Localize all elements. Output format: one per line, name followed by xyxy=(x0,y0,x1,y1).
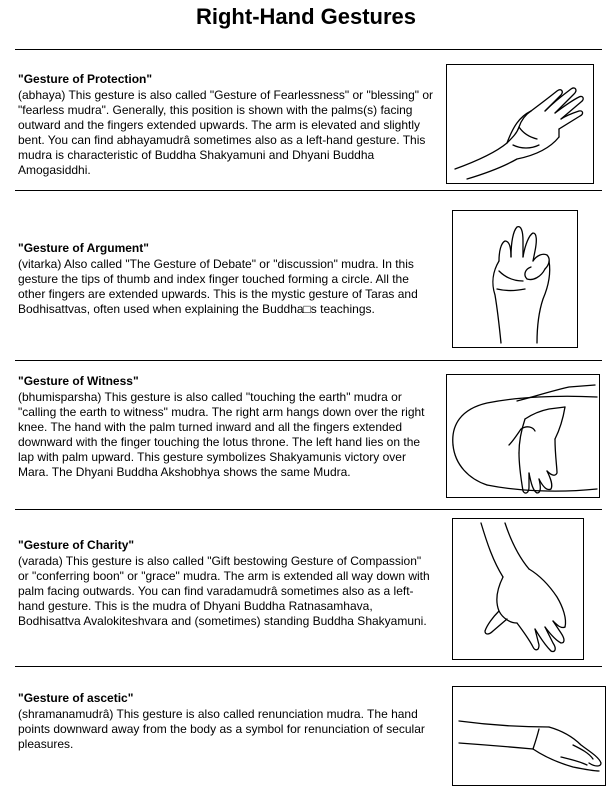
section-text: (abhaya) This gesture is also called "Gesture of Fearlessness" or "blessing" or "fearless mudra". Generally, this position is shown with the palms(s) facing outward and the fingers extended upwards. The arm is elevated and slightly bent. You can find abhayamudrâ sometimes also as a left-hand gesture. This mudra is characteristic of Buddha Shakyamuni and Dhyani Buddha Amogasiddhi. xyxy=(18,88,434,177)
earth-touching-hand-icon xyxy=(446,374,600,498)
page-title: Right-Hand Gestures xyxy=(195,4,417,29)
section-divider xyxy=(15,190,602,191)
section-title: "Gesture of Protection" xyxy=(18,72,153,86)
section-title: "Gesture of Witness" xyxy=(18,374,139,388)
section-divider xyxy=(15,360,602,361)
section-witness xyxy=(18,374,433,480)
section-text: (shramanamudrâ) This gesture is also called renunciation mudra. The hand points downward away from the body as a symbol for renunciation of secular pleasures. xyxy=(18,707,425,751)
section-title: "Gesture of Charity" xyxy=(18,538,135,552)
section-text: (vitarka) Also called "The Gesture of Debate" or "discussion" mudra. In this gesture the tips of thumb and index finger touched forming a circle. All the other fingers are extended upwards. This is the mystic gesture of Taras and Bodhisattvas, often used when explaining the Buddha□s teachings. xyxy=(18,257,418,316)
section-argument xyxy=(18,241,433,317)
section-text: (varada) This gesture is also called "Gift bestowing Gesture of Compassion" or "conferring boon" or "grace" mudra. The arm is extended all way down with palm facing outwards. You can find varadamudrâ sometimes also as a left-hand gesture. This is the mudra of Dhyani Buddha Ratnasamhava, Bodhisattva Avalokiteshvara and (sometimes) standing Buddha Shakyamuni. xyxy=(18,554,430,628)
section-divider xyxy=(15,49,602,50)
section-title: "Gesture of ascetic" xyxy=(18,691,134,705)
section-title: "Gesture of Argument" xyxy=(18,241,149,255)
section-text: (bhumisparsha) This gesture is also called "touching the earth" mudra or "calling the earth to witness" mudra. The right arm hangs down over the right knee. The hand with the palm turned inward and all the fingers extended downward with the finger touching the lotus throne. The left hand lies on the lap with palm upward. This gesture symbolizes Shakyamunis victory over Mara. The Dhyani Buddha Akshobhya shows the same Mudra. xyxy=(18,390,425,479)
section-charity xyxy=(18,538,433,629)
section-divider xyxy=(15,509,602,510)
lowered-open-palm-hand-icon xyxy=(452,518,584,660)
downward-pointing-hand-icon xyxy=(452,686,606,786)
raised-open-palm-hand-icon xyxy=(446,64,594,184)
section-divider xyxy=(15,666,602,667)
section-protection xyxy=(18,72,433,178)
thumb-index-circle-hand-icon xyxy=(452,210,578,348)
section-ascetic xyxy=(18,691,433,752)
